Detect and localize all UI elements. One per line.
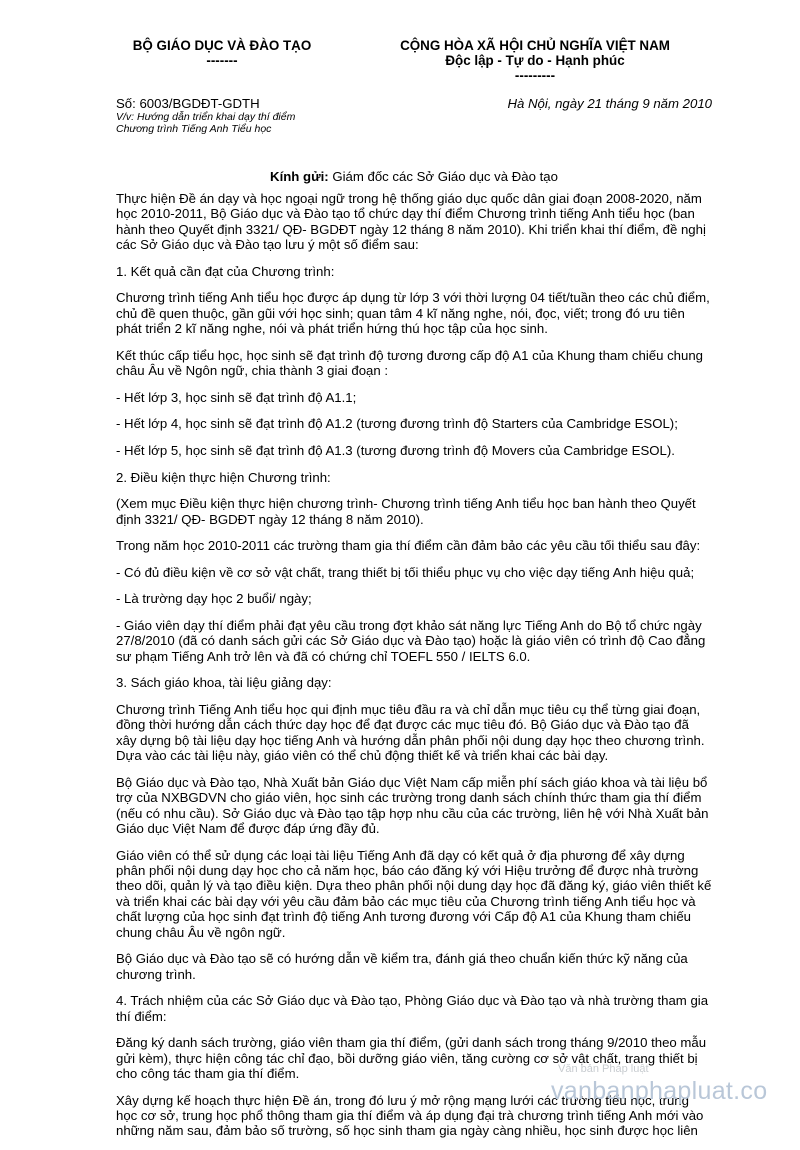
list-item: - Hết lớp 4, học sinh sẽ đạt trình độ A1.2 (tương đương trình độ Starters của Cambridge ESOL); xyxy=(116,416,678,432)
paragraph: Đăng ký danh sách trường, giáo viên tham gia thí điểm, (gửi danh sách trong tháng 9/2010 theo mẫu gửi kèm), thực hiện công tác chỉ đạo, bồi dưỡng giáo viên, tăng cường cơ sở vật chất, trang thiết bị cho công tác tham gia thí điểm. xyxy=(116,1035,707,1082)
recipient-line xyxy=(116,169,712,184)
section-heading: 2. Điều kiện thực hiện Chương trình: xyxy=(116,469,331,485)
paragraph: Chương trình tiếng Anh tiểu học được áp dụng từ lớp 3 với thời lượng 04 tiết/tuần theo các chủ điểm, chủ đề quen thuộc, gần gũi với học sinh; quan tâm 4 kĩ năng nghe, nói, đọc, viết; trong đó ưu tiên phát triển 2 kĩ năng nghe, nói và phát triển hứng thú học tập của học sinh. xyxy=(116,290,710,337)
paragraph: Chương trình Tiếng Anh tiểu học qui định mục tiêu đầu ra và chỉ dẫn mục tiêu cụ thể từng giai đoạn, đồng thời hướng dẫn cách thức dạy học để đạt được các mục tiêu đó. Bộ Giáo dục và Đào tạo đã xây dựng bộ tài liệu dạy học tiếng Anh và hướng dẫn phân phối nội dung dạy học theo chương trình. Dựa vào các tài liệu này, giáo viên có thể chủ động thiết kế và triển khai các bài dạy. xyxy=(116,701,705,764)
recipient-text: Giám đốc các Sở Giáo dục và Đào tạo xyxy=(328,169,558,184)
subject-line-2: Chương trình Tiếng Anh Tiểu học xyxy=(116,123,272,135)
national-motto-block xyxy=(345,38,725,83)
paragraph: Trong năm học 2010-2011 các trường tham gia thí điểm cần đảm bảo các yêu cầu tối thiểu sau đây: xyxy=(116,538,701,554)
document-number: Số: 6003/BGDĐT-GDTH xyxy=(116,96,260,111)
issuer-block xyxy=(104,38,340,68)
section-heading: 3. Sách giáo khoa, tài liệu giảng dạy: xyxy=(116,675,332,691)
list-item: - Hết lớp 5, học sinh sẽ đạt trình độ A1.3 (tương đương trình độ Movers của Cambridge ESOL). xyxy=(116,443,675,458)
paragraph: Bộ Giáo dục và Đào tạo sẽ có hướng dẫn về kiểm tra, đánh giá theo chuẩn kiến thức kỹ năng của chương trình. xyxy=(116,951,688,982)
document-reference xyxy=(116,96,416,135)
issue-date: Hà Nội, ngày 21 tháng 9 năm 2010 xyxy=(507,96,712,111)
recipient-label: Kính gửi: xyxy=(270,169,329,184)
paragraph: Xây dựng kế hoạch thực hiện Đề án, trong đó lưu ý mở rộng mạng lưới các trường tiểu học, trung học cơ sở, trung học phổ thông tham gia thí điểm và áp dụng đại trà chương trình tiếng Anh mới vào những năm sau, đảm bảo số trường, số học sinh tham gia ngày càng nhiều, học sinh được học liên xyxy=(116,1092,704,1139)
paragraph: Thực hiện Đề án dạy và học ngoại ngữ trong hệ thống giáo dục quốc dân giai đoạn 2008-2020, năm học 2010-2011, Bộ Giáo dục và Đào tạo tổ chức dạy thí điểm Chương trình tiếng Anh tiểu học (ban hành theo Quyết định 3321/ QĐ- BGDĐT ngày 12 tháng 8 năm 2010). Khi triển khai thí điểm, đề nghị các Sở Giáo dục và Đào tạo lưu ý một số điểm sau: xyxy=(116,191,706,253)
issuer-divider: ------- xyxy=(206,53,238,68)
paragraph: Kết thúc cấp tiểu học, học sinh sẽ đạt trình độ tương đương cấp độ A1 của Khung tham chiếu chung châu Âu về Ngôn ngữ, chia thành 3 giai đoạn : xyxy=(116,347,704,379)
paragraph: Giáo viên có thể sử dụng các loại tài liệu Tiếng Anh đã dạy có kết quả ở địa phương để xây dựng phân phối nội dung dạy học cho cả năm học, báo cáo đăng ký với Hiệu trưởng để được nhà trường theo dõi, quản lý và tạo điều kiện. Dựa theo phân phối nội dung dạy học đã đăng ký, giáo viên thiết kế và triển khai các bài dạy với yêu cầu đảm bảo các mục tiêu của Chương trình tiếng Anh tiểu học và chất lượng của học sinh đạt trình độ tiếng Anh tương đương với Cấp độ A1 của Khung tham chiếu chung châu Âu về ngôn ngữ. xyxy=(116,847,712,940)
section-heading: 4. Trách nhiệm của các Sở Giáo dục và Đào tạo, Phòng Giáo dục và Đào tạo và nhà trường tham gia thí điểm: xyxy=(116,993,709,1024)
document-body xyxy=(116,191,713,1150)
section-heading: 1. Kết quả cần đạt của Chương trình: xyxy=(116,263,335,279)
watermark-small: Văn bản Pháp luật xyxy=(558,1063,649,1075)
list-item: - Giáo viên dạy thí điểm phải đạt yêu cầu trong đợt khảo sát năng lực Tiếng Anh do Bộ tổ chức ngày 27/8/2010 (đã có danh sách gửi các Sở Giáo dục và Đào tạo) hoặc là giáo viên có trình độ Cao đẳng sư phạm Tiếng Anh trở lên và đã có chứng chỉ TOEFL 550 / IELTS 6.0. xyxy=(116,617,706,664)
paragraph: Bộ Giáo dục và Đào tạo, Nhà Xuất bản Giáo dục Việt Nam cấp miễn phí sách giáo khoa và tài liệu bổ trợ của NXBGDVN cho giáo viên, học sinh các trường trong danh sách chính thức tham gia thí điểm (nếu có nhu cầu). Sở Giáo dục và Đào tạo tập hợp nhu cầu của các trường, liên hệ với Nhà Xuất bản Giáo dục Việt Nam để được đáp ứng đầy đủ. xyxy=(116,774,709,836)
motto-divider: --------- xyxy=(514,68,556,83)
issuer-name: BỘ GIÁO DỤC VÀ ĐÀO TẠO xyxy=(132,38,312,53)
country-name: CỘNG HÒA XÃ HỘI CHỦ NGHĨA VIỆT NAM xyxy=(400,38,670,53)
paragraph: (Xem mục Điều kiện thực hiện chương trình- Chương trình tiếng Anh tiểu học ban hành theo Quyết định 3321/ QĐ- BGDĐT ngày 12 tháng 8 năm 2010). xyxy=(116,496,696,527)
motto: Độc lập - Tự do - Hạnh phúc xyxy=(445,53,625,68)
list-item: - Hết lớp 3, học sinh sẽ đạt trình độ A1.1; xyxy=(116,389,357,405)
subject-line-1: V/v: Hướng dẫn triển khai dạy thí điểm xyxy=(116,111,296,123)
watermark-site: vanbanphapluat.co xyxy=(551,1077,768,1105)
list-item: - Là trường dạy học 2 buổi/ ngày; xyxy=(116,591,312,607)
list-item: - Có đủ điều kiện về cơ sở vật chất, trang thiết bị tối thiểu phục vụ cho việc dạy tiếng Anh hiệu quả; xyxy=(116,564,695,580)
